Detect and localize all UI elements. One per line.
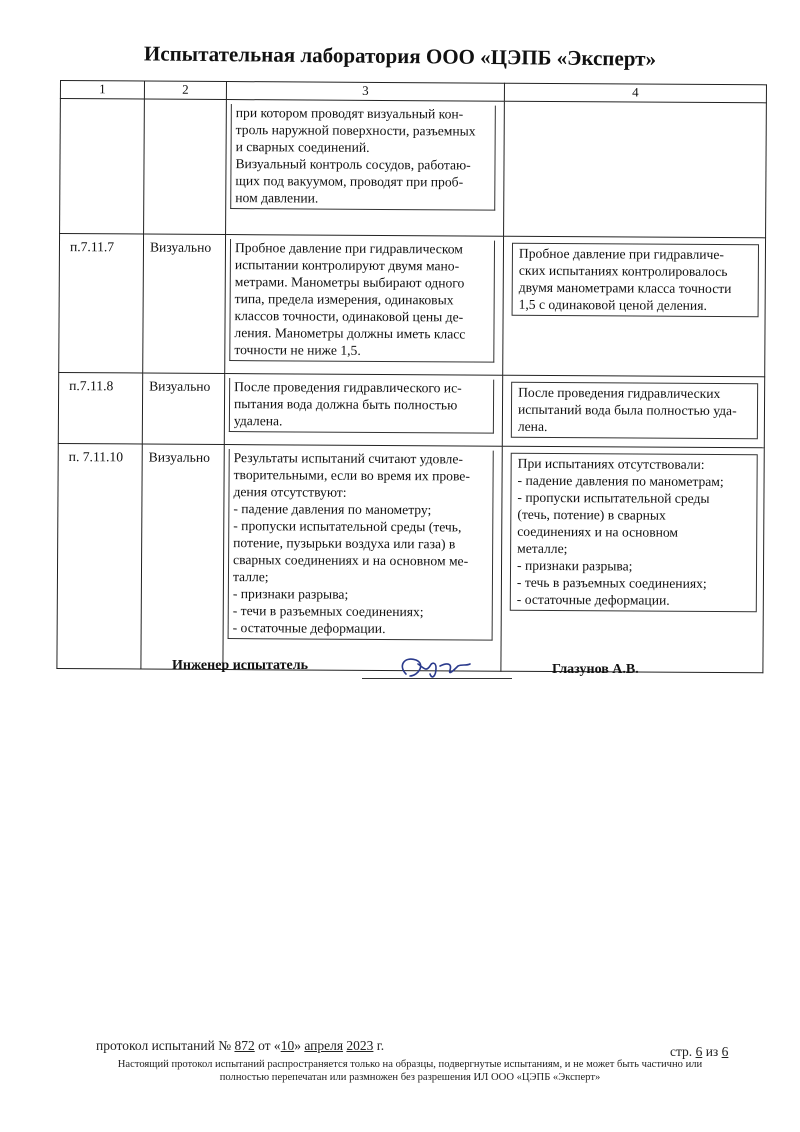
text-line: удалена.: [233, 413, 283, 429]
column-header: 2: [144, 81, 226, 100]
text-line: При испытаниях отсутствовали:: [517, 455, 705, 472]
text-line: метрами. Манометры выбирают одного: [234, 274, 465, 291]
handwritten-signature: [396, 654, 506, 682]
signer-name: Глазунов А.В.: [552, 662, 639, 677]
text-line: - остаточные деформации.: [516, 591, 670, 608]
result-cell: [503, 236, 766, 377]
text-line: После проведения гидравлического ис-: [234, 379, 462, 396]
page-current: 6: [695, 1044, 703, 1059]
result-cell: [502, 375, 764, 448]
signature-block: [0, 654, 800, 694]
table-row: [60, 99, 767, 238]
text-line: 1,5 с одинаковой ценой деления.: [518, 296, 707, 313]
table-row: [59, 234, 766, 377]
table-row: [58, 372, 764, 447]
text-line: талле;: [232, 569, 269, 585]
text-line: испытании контролируют двумя мано-: [234, 257, 460, 274]
text-line: - пропуски испытательной среды: [517, 489, 710, 506]
text-line: испытаний вода была полностью уда-: [517, 401, 737, 419]
test-results-table: [56, 80, 766, 673]
text-line: лена.: [517, 418, 548, 434]
date-mid: »: [294, 1038, 301, 1053]
text-line: ном давлении.: [235, 190, 319, 206]
clause-code: п.7.11.7: [59, 234, 144, 374]
method-cell: [144, 99, 227, 234]
text-line: - падение давления по манометру;: [233, 501, 432, 518]
text-line: - пропуски испытательной среды (течь,: [233, 518, 462, 535]
code-cell: [60, 99, 145, 235]
text-line: - течь в разъемных соединениях;: [516, 574, 707, 591]
signer-role: Инженер испытатель: [172, 658, 309, 673]
text-line: Пробное давление при гидравлическом: [234, 240, 463, 257]
disclaimer-line: полностью перепечатан или размножен без разрешения ИЛ ООО «ЦЭПБ «Эксперт»: [219, 1072, 601, 1083]
page-total: 6: [721, 1044, 729, 1059]
method-cell: Визуально: [142, 373, 224, 444]
page-sep: из: [705, 1044, 719, 1059]
column-header: 3: [226, 82, 504, 102]
text-line: Визуальный контроль сосудов, работаю-: [235, 156, 471, 173]
protocol-prefix: протокол испытаний №: [96, 1038, 232, 1053]
text-line: - признаки разрыва;: [232, 586, 349, 602]
text-line: двумя манометрами класса точности: [518, 279, 732, 297]
requirement-cell: [223, 445, 502, 672]
page-title: Испытательная лаборатория ООО «ЦЭПБ «Эксперт»: [143, 41, 657, 71]
text-line: металле;: [517, 540, 568, 557]
text-line: - признаки разрыва;: [516, 557, 633, 574]
method-cell: Визуально: [143, 234, 226, 373]
requirement-cell: [226, 100, 505, 237]
date-year: 2023: [346, 1038, 374, 1053]
text-line: пытания вода должна быть полностью: [233, 396, 458, 413]
year-suffix: г.: [376, 1038, 385, 1053]
text-line: - падение давления по манометрам;: [517, 472, 724, 490]
page-prefix: стр.: [670, 1044, 693, 1059]
protocol-number: 872: [234, 1038, 255, 1053]
text-line: (течь, потение) в сварных: [517, 506, 666, 523]
text-line: соединениях и на основном: [517, 523, 679, 540]
column-header: 4: [504, 83, 766, 103]
text-line: ления. Манометры должны иметь класс: [234, 325, 466, 342]
clause-code: п. 7.11.10: [57, 443, 142, 669]
text-line: и сварных соединений.: [235, 139, 370, 155]
disclaimer-note: [70, 1058, 750, 1084]
text-line: щих под вакуумом, проводят при проб-: [235, 173, 464, 190]
date-day: 10: [280, 1038, 295, 1053]
requirement-cell: [224, 374, 502, 447]
text-line: потение, пузырьки воздуха или газа) в: [233, 535, 456, 552]
method-cell: Визуально: [141, 444, 224, 669]
requirement-cell: [225, 235, 504, 376]
date-month: апреля: [304, 1038, 344, 1053]
date-from: от «: [258, 1038, 281, 1053]
text-line: Результаты испытаний считают удовле-: [233, 450, 463, 467]
column-header: 1: [60, 81, 144, 100]
table-row: [57, 443, 764, 672]
text-line: классов точности, одинаковой цены де-: [234, 308, 464, 325]
result-cell: [504, 101, 767, 238]
text-line: при котором проводят визуальный кон-: [235, 105, 464, 122]
result-cell: [501, 446, 764, 673]
text-line: После проведения гидравлических: [518, 384, 721, 402]
text-line: - остаточные деформации.: [232, 620, 386, 636]
text-line: - течи в разъемных соединениях;: [232, 603, 424, 620]
text-line: ских испытаниях контролировалось: [518, 262, 728, 280]
text-line: дения отсутствуют:: [233, 484, 347, 500]
text-line: сварных соединениях и на основном ме-: [233, 552, 469, 569]
disclaimer-line: Настоящий протокол испытаний распространяется только на образцы, подвергнутые испытаниям, и не может быть частично или: [117, 1059, 703, 1070]
text-line: Пробное давление при гидравличе-: [518, 245, 725, 263]
protocol-reference: [96, 1038, 384, 1054]
text-line: творительными, если во время их прове-: [233, 467, 470, 484]
text-line: точности не ниже 1,5.: [234, 342, 361, 358]
clause-code: п.7.11.8: [58, 372, 142, 444]
text-line: троль наружной поверхности, разъемных: [235, 122, 476, 139]
text-line: типа, предела измерения, одинаковых: [234, 291, 454, 308]
